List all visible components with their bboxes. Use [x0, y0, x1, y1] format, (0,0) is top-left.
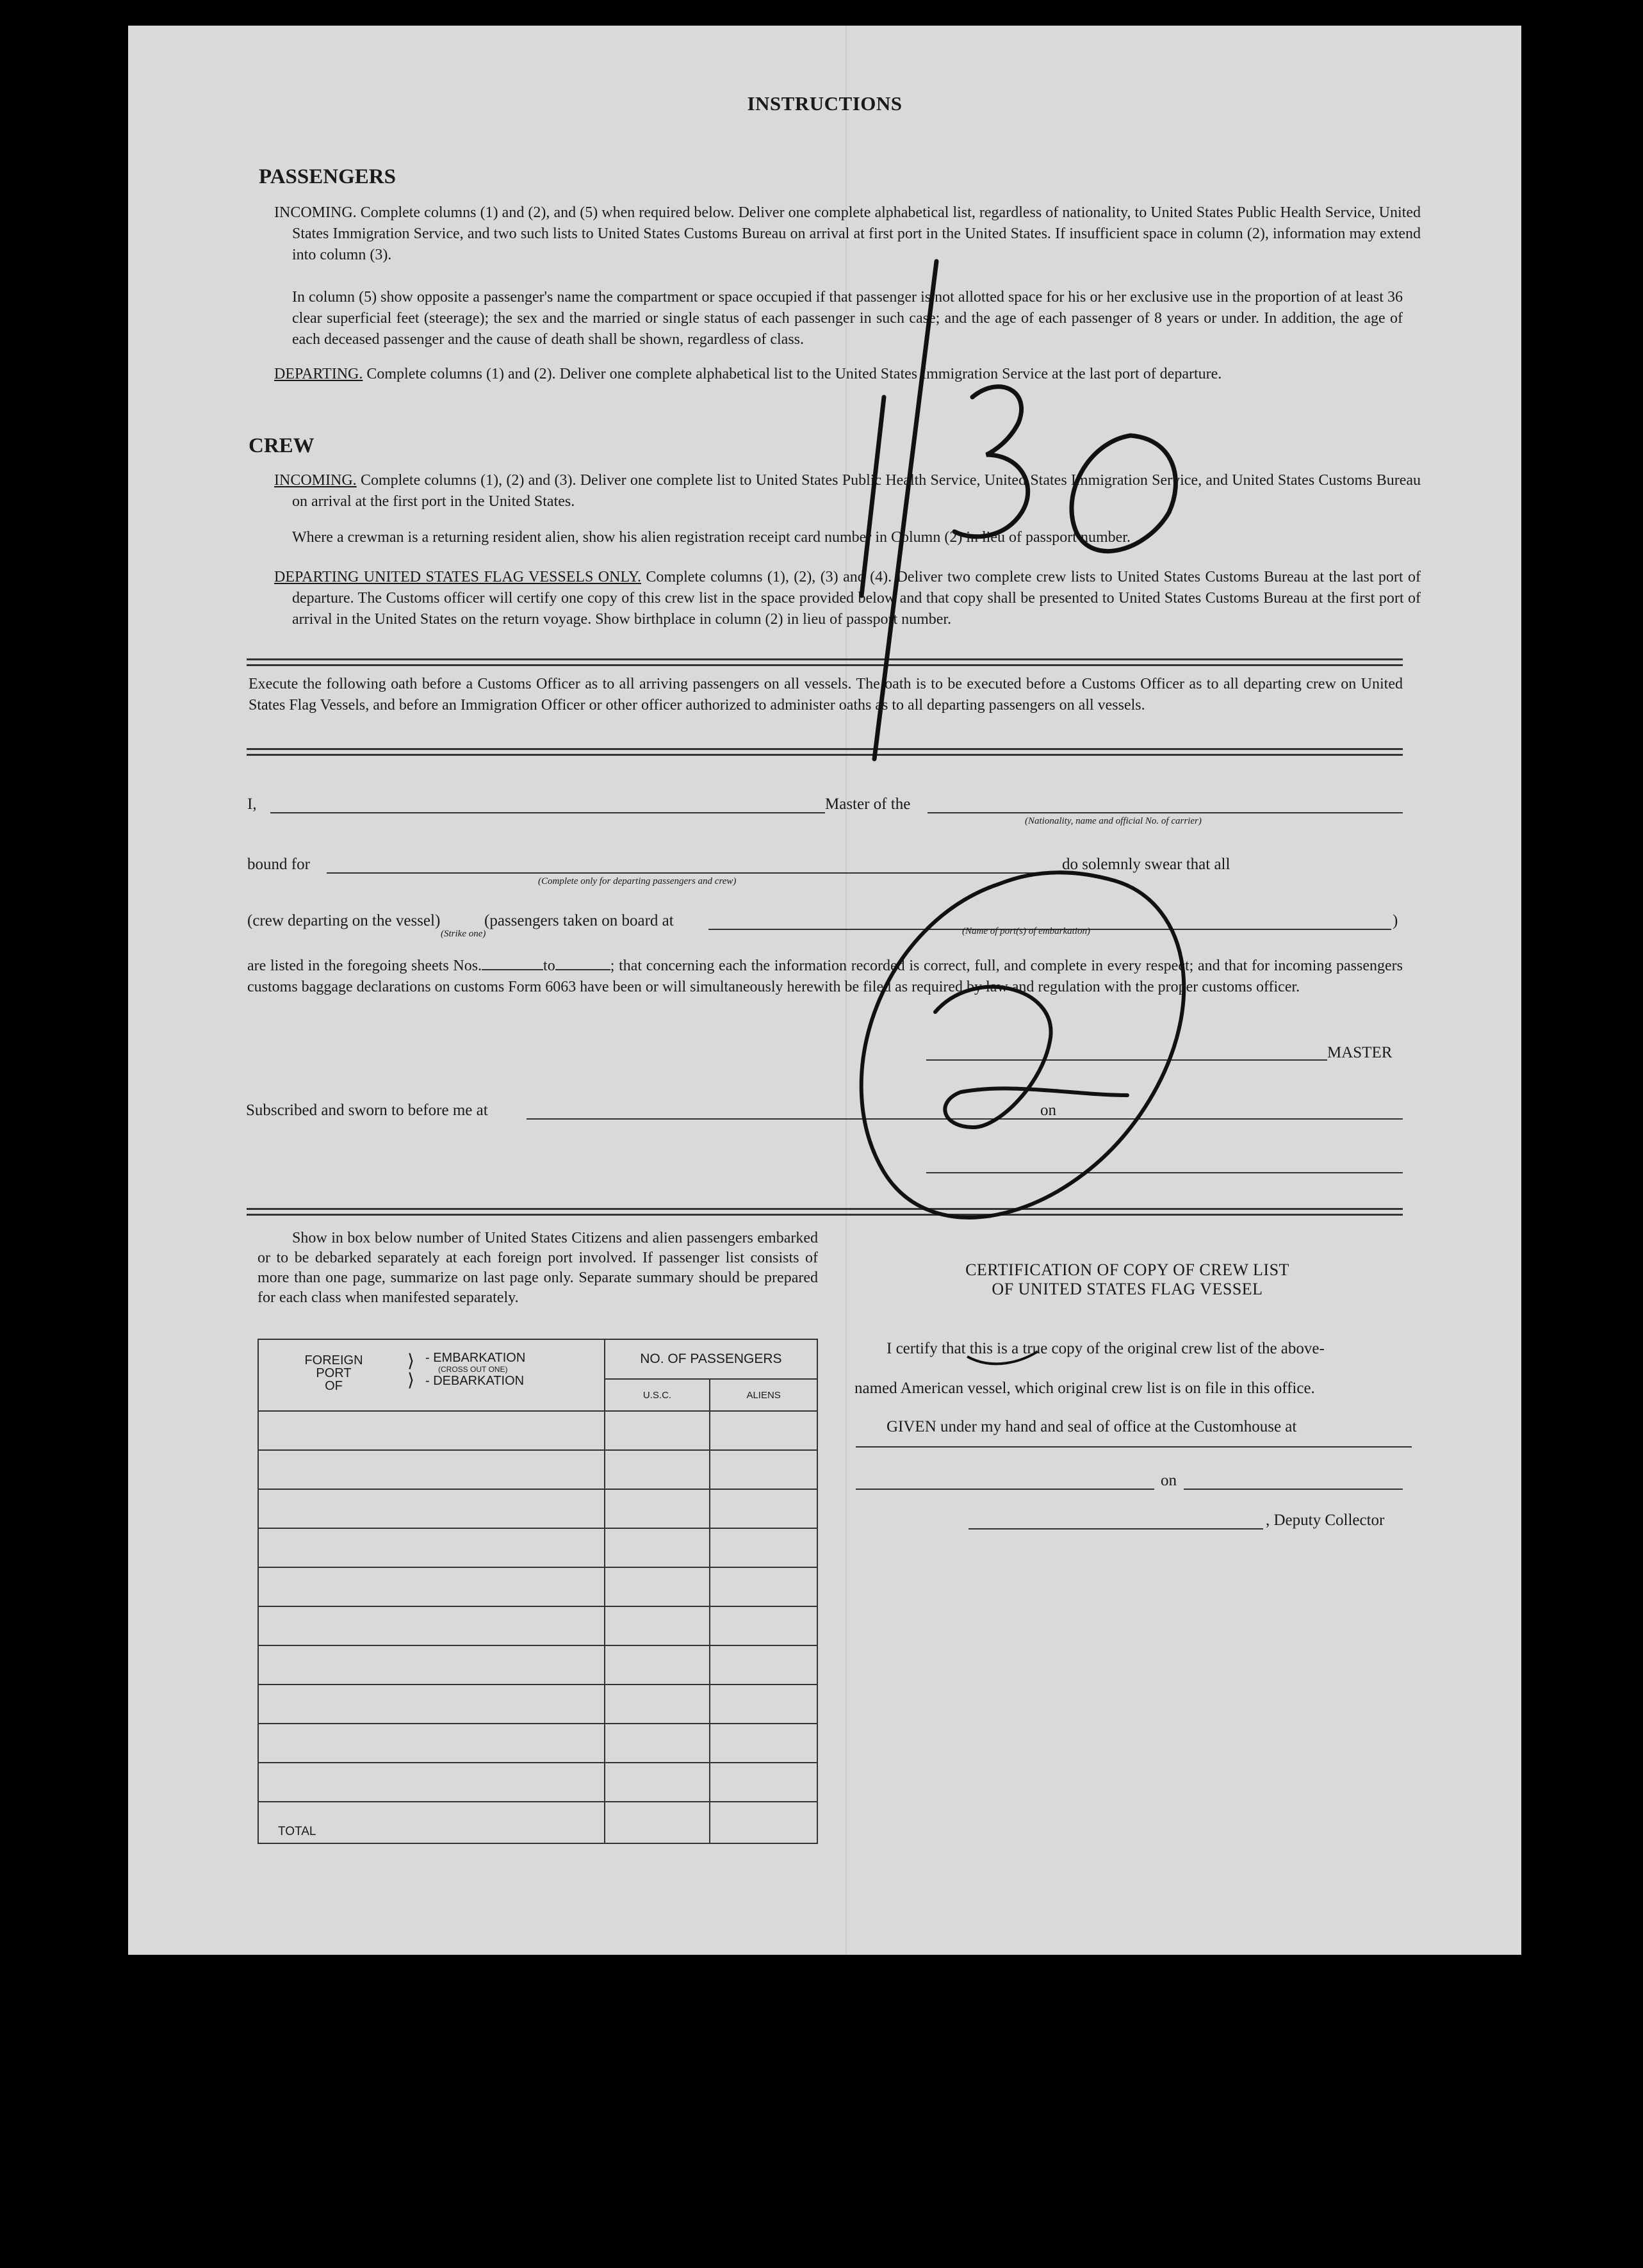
- table-row: [258, 1685, 817, 1724]
- aliens-cell[interactable]: [710, 1489, 817, 1528]
- table-row: [258, 1724, 817, 1763]
- circle-stroke: [862, 872, 1184, 1218]
- close-paren: ): [1393, 912, 1398, 929]
- no-of-passengers-header: NO. OF PASSENGERS: [605, 1339, 817, 1379]
- certify-text-a: I certify that this is a true copy of the: [887, 1340, 1124, 1357]
- divider: [247, 748, 1403, 756]
- summary-instruction: Show in box below number of United States Citizens and alien passengers embarked or to be debarked separately at each foreign port involved. If passenger list consists of more than one page, summarize on last page only. Separate summary should be prepared for each class when manifested separately.: [257, 1230, 818, 1306]
- cert-date-field[interactable]: [1184, 1489, 1403, 1490]
- usc-cell[interactable]: [605, 1724, 710, 1763]
- foreign-label: FOREIGN: [304, 1353, 363, 1367]
- original-word: original: [1127, 1340, 1178, 1357]
- aliens-cell[interactable]: [710, 1606, 817, 1645]
- page-title: INSTRUCTIONS: [747, 92, 903, 115]
- listed-paragraph: [247, 956, 1403, 998]
- complete-only-caption: (Complete only for departing passengers and crew): [538, 876, 737, 886]
- of-label: OF: [325, 1379, 343, 1393]
- table-row: [258, 1763, 817, 1802]
- usc-cell[interactable]: [605, 1528, 710, 1567]
- master-label: MASTER: [1327, 1044, 1393, 1061]
- table-row: [258, 1411, 817, 1450]
- sworn-on-label: on: [1040, 1102, 1056, 1119]
- deputy-signature-field[interactable]: [969, 1528, 1263, 1530]
- digit-two-stroke: [935, 987, 1127, 1127]
- port-cell[interactable]: [258, 1411, 605, 1450]
- aliens-cell[interactable]: [710, 1450, 817, 1489]
- crew-incoming-paragraph: [274, 470, 1421, 512]
- total-label: TOTAL: [258, 1802, 605, 1843]
- given-text: GIVEN under my hand and seal of office at the Customhouse at: [887, 1418, 1297, 1435]
- brace-glyph: ⟩ ⟩: [407, 1351, 414, 1390]
- certify-line: [887, 1340, 1325, 1358]
- oath-i-label: I,: [247, 795, 257, 813]
- embarkation-label: - EMBARKATION: [425, 1351, 526, 1365]
- certification-title-line1: CERTIFICATION OF COPY OF CREW LIST: [965, 1260, 1289, 1279]
- usc-cell[interactable]: [605, 1450, 710, 1489]
- usc-cell[interactable]: [605, 1489, 710, 1528]
- divider: [247, 1208, 1403, 1216]
- table-row: [258, 1450, 817, 1489]
- crew-heading: CREW: [249, 434, 315, 457]
- aliens-cell[interactable]: [710, 1763, 817, 1802]
- total-usc-cell[interactable]: [605, 1802, 710, 1843]
- sworn-date-field[interactable]: [1065, 1118, 1403, 1120]
- port-label: PORT: [316, 1366, 352, 1380]
- passengers-incoming-text: Complete columns (1) and (2), and (5) when required below. Deliver one complete alphabetical list, regardless of nationality, to United States Public Health Service, United States Immigration Service, and two such lists to United States Customs Bureau on arrival at first port in the United States. If insufficient space in column (2), information may extend into column (3).: [292, 204, 1421, 263]
- crew-resident-paragraph: Where a crewman is a returning resident alien, show his alien registration receipt card number in Column (2) in lieu of passport number.: [292, 529, 1131, 546]
- certification-title: [854, 1260, 1400, 1299]
- master-of-the-label: Master of the: [825, 795, 911, 813]
- subscribed-label: Subscribed and sworn to before me at: [246, 1102, 488, 1119]
- named-vessel-text: named American vessel, which original crew list is on file in this office.: [854, 1380, 1315, 1397]
- carrier-field[interactable]: [928, 812, 1403, 813]
- master-signature-field[interactable]: [926, 1059, 1327, 1061]
- cert-place-field[interactable]: [856, 1489, 1154, 1490]
- sheet-from-field[interactable]: [482, 969, 543, 970]
- table-row: [258, 1645, 817, 1685]
- usc-cell[interactable]: [605, 1606, 710, 1645]
- master-name-field[interactable]: [270, 812, 825, 813]
- cert-on-label: on: [1161, 1472, 1177, 1489]
- divider: [247, 658, 1403, 666]
- total-row: [258, 1802, 817, 1843]
- port-cell[interactable]: [258, 1763, 605, 1802]
- port-cell[interactable]: [258, 1567, 605, 1606]
- passengers-column5-paragraph: In column (5) show opposite a passenger's name the compartment or space occupied if that passenger is not allotted space for his or her exclusive use in the proportion of at least 36 clear superficial feet (steerage); the sex and the married or single status of each passenger in such case; and the age of each passenger of 8 years or under. In addition, the age of each deceased passenger and the cause of death shall be shown, regardless of class.: [292, 289, 1403, 348]
- usc-cell[interactable]: [605, 1645, 710, 1685]
- swear-label: do solemnly swear that all: [1062, 856, 1230, 873]
- table-row: [258, 1489, 817, 1528]
- listed-text-a: are listed in the foregoing sheets Nos.: [247, 958, 482, 974]
- passengers-departing-label: DEPARTING.: [274, 366, 363, 382]
- crew-departing-option: (crew departing on the vessel): [247, 912, 441, 929]
- aliens-header: ALIENS: [710, 1379, 817, 1411]
- total-aliens-cell[interactable]: [710, 1802, 817, 1843]
- debarkation-label: - DEBARKATION: [425, 1374, 525, 1388]
- certify-text-b: crew list of the above-: [1181, 1340, 1325, 1357]
- table-row: [258, 1567, 817, 1606]
- ports-caption: (Name of port(s) of embarkation): [962, 926, 1090, 936]
- usc-cell[interactable]: [605, 1763, 710, 1802]
- crew-incoming-text: Complete columns (1), (2) and (3). Deliver one complete list to United States Public Health Service, United States Immigration Service, and United States Customs Bureau on arrival at the first port in the United States.: [292, 472, 1421, 510]
- crew-departing-paragraph: [274, 567, 1421, 630]
- usc-header: U.S.C.: [605, 1379, 710, 1411]
- port-cell[interactable]: [258, 1724, 605, 1763]
- circled-number: [862, 872, 1184, 1218]
- passenger-summary-table: [257, 1339, 818, 1844]
- officer-signature-field[interactable]: [926, 1172, 1403, 1173]
- passengers-departing-text: Complete columns (1) and (2). Deliver one complete alphabetical list to the United States Immigration Service at the last port of departure.: [366, 366, 1222, 382]
- sheet-to-field[interactable]: [555, 969, 610, 970]
- aliens-cell[interactable]: [710, 1724, 817, 1763]
- crew-incoming-label: INCOMING.: [274, 472, 357, 489]
- port-cell[interactable]: [258, 1685, 605, 1724]
- port-cell[interactable]: [258, 1645, 605, 1685]
- table-row: [258, 1606, 817, 1645]
- passengers-heading: PASSENGERS: [259, 165, 396, 188]
- deputy-collector-label: , Deputy Collector: [1266, 1512, 1385, 1529]
- strike-one-caption: (Strike one): [441, 929, 486, 939]
- bound-for-field[interactable]: [327, 872, 1061, 874]
- customhouse-field[interactable]: [856, 1446, 1412, 1448]
- crew-departing-text: Complete columns (1), (2), (3) and (4). Deliver two complete crew lists to United States Customs Bureau at the last port of departure. The Customs officer will certify one copy of this crew list in the space provided below and that copy shall be presented to United States Customs Bureau at the first port of arrival in the United States on the return voyage. Show birthplace in column (2) in lieu of passport number.: [292, 569, 1421, 628]
- port-cell[interactable]: [258, 1528, 605, 1567]
- table-row: [258, 1528, 817, 1567]
- bound-for-label: bound for: [247, 856, 310, 873]
- nationality-caption: (Nationality, name and official No. of carrier): [1025, 816, 1202, 826]
- passengers-taken-option: (passengers taken on board at: [484, 912, 674, 929]
- cross-out-label: (CROSS OUT ONE): [438, 1365, 508, 1374]
- aliens-cell[interactable]: [710, 1528, 817, 1567]
- aliens-cell[interactable]: [710, 1685, 817, 1724]
- port-header-cell: [258, 1339, 605, 1411]
- to-label: to: [543, 958, 555, 974]
- usc-cell[interactable]: [605, 1567, 710, 1606]
- certification-title-line2: OF UNITED STATES FLAG VESSEL: [992, 1280, 1263, 1298]
- usc-cell[interactable]: [605, 1685, 710, 1724]
- oath-instruction: Execute the following oath before a Customs Officer as to all arriving passengers on all vessels. The oath is to be executed before a Customs Officer as to all departing crew on United States Flag Vessels, and before an Immigration Officer or other officer authorized to administer oaths as to all departing passengers on all vessels.: [249, 676, 1403, 714]
- port-cell[interactable]: [258, 1489, 605, 1528]
- aliens-cell[interactable]: [710, 1645, 817, 1685]
- usc-cell[interactable]: [605, 1411, 710, 1450]
- listed-text-b: ; that concerning each the information recorded is correct, full, and complete in every respect; and that for incoming passengers customs baggage declarations on customs Form 6063 have been or will simultaneously herewith be filed as required by law and regulation with the proper customs officer.: [247, 958, 1403, 995]
- aliens-cell[interactable]: [710, 1567, 817, 1606]
- passengers-incoming-paragraph: [274, 202, 1421, 266]
- passengers-incoming-label: INCOMING.: [274, 204, 357, 221]
- aliens-cell[interactable]: [710, 1411, 817, 1450]
- form-sheet: [128, 26, 1521, 1955]
- stroke-three: [954, 387, 1028, 537]
- crew-departing-label: DEPARTING UNITED STATES FLAG VESSELS ONLY.: [274, 569, 641, 585]
- passengers-departing-paragraph: [274, 364, 1421, 385]
- port-cell[interactable]: [258, 1450, 605, 1489]
- port-cell[interactable]: [258, 1606, 605, 1645]
